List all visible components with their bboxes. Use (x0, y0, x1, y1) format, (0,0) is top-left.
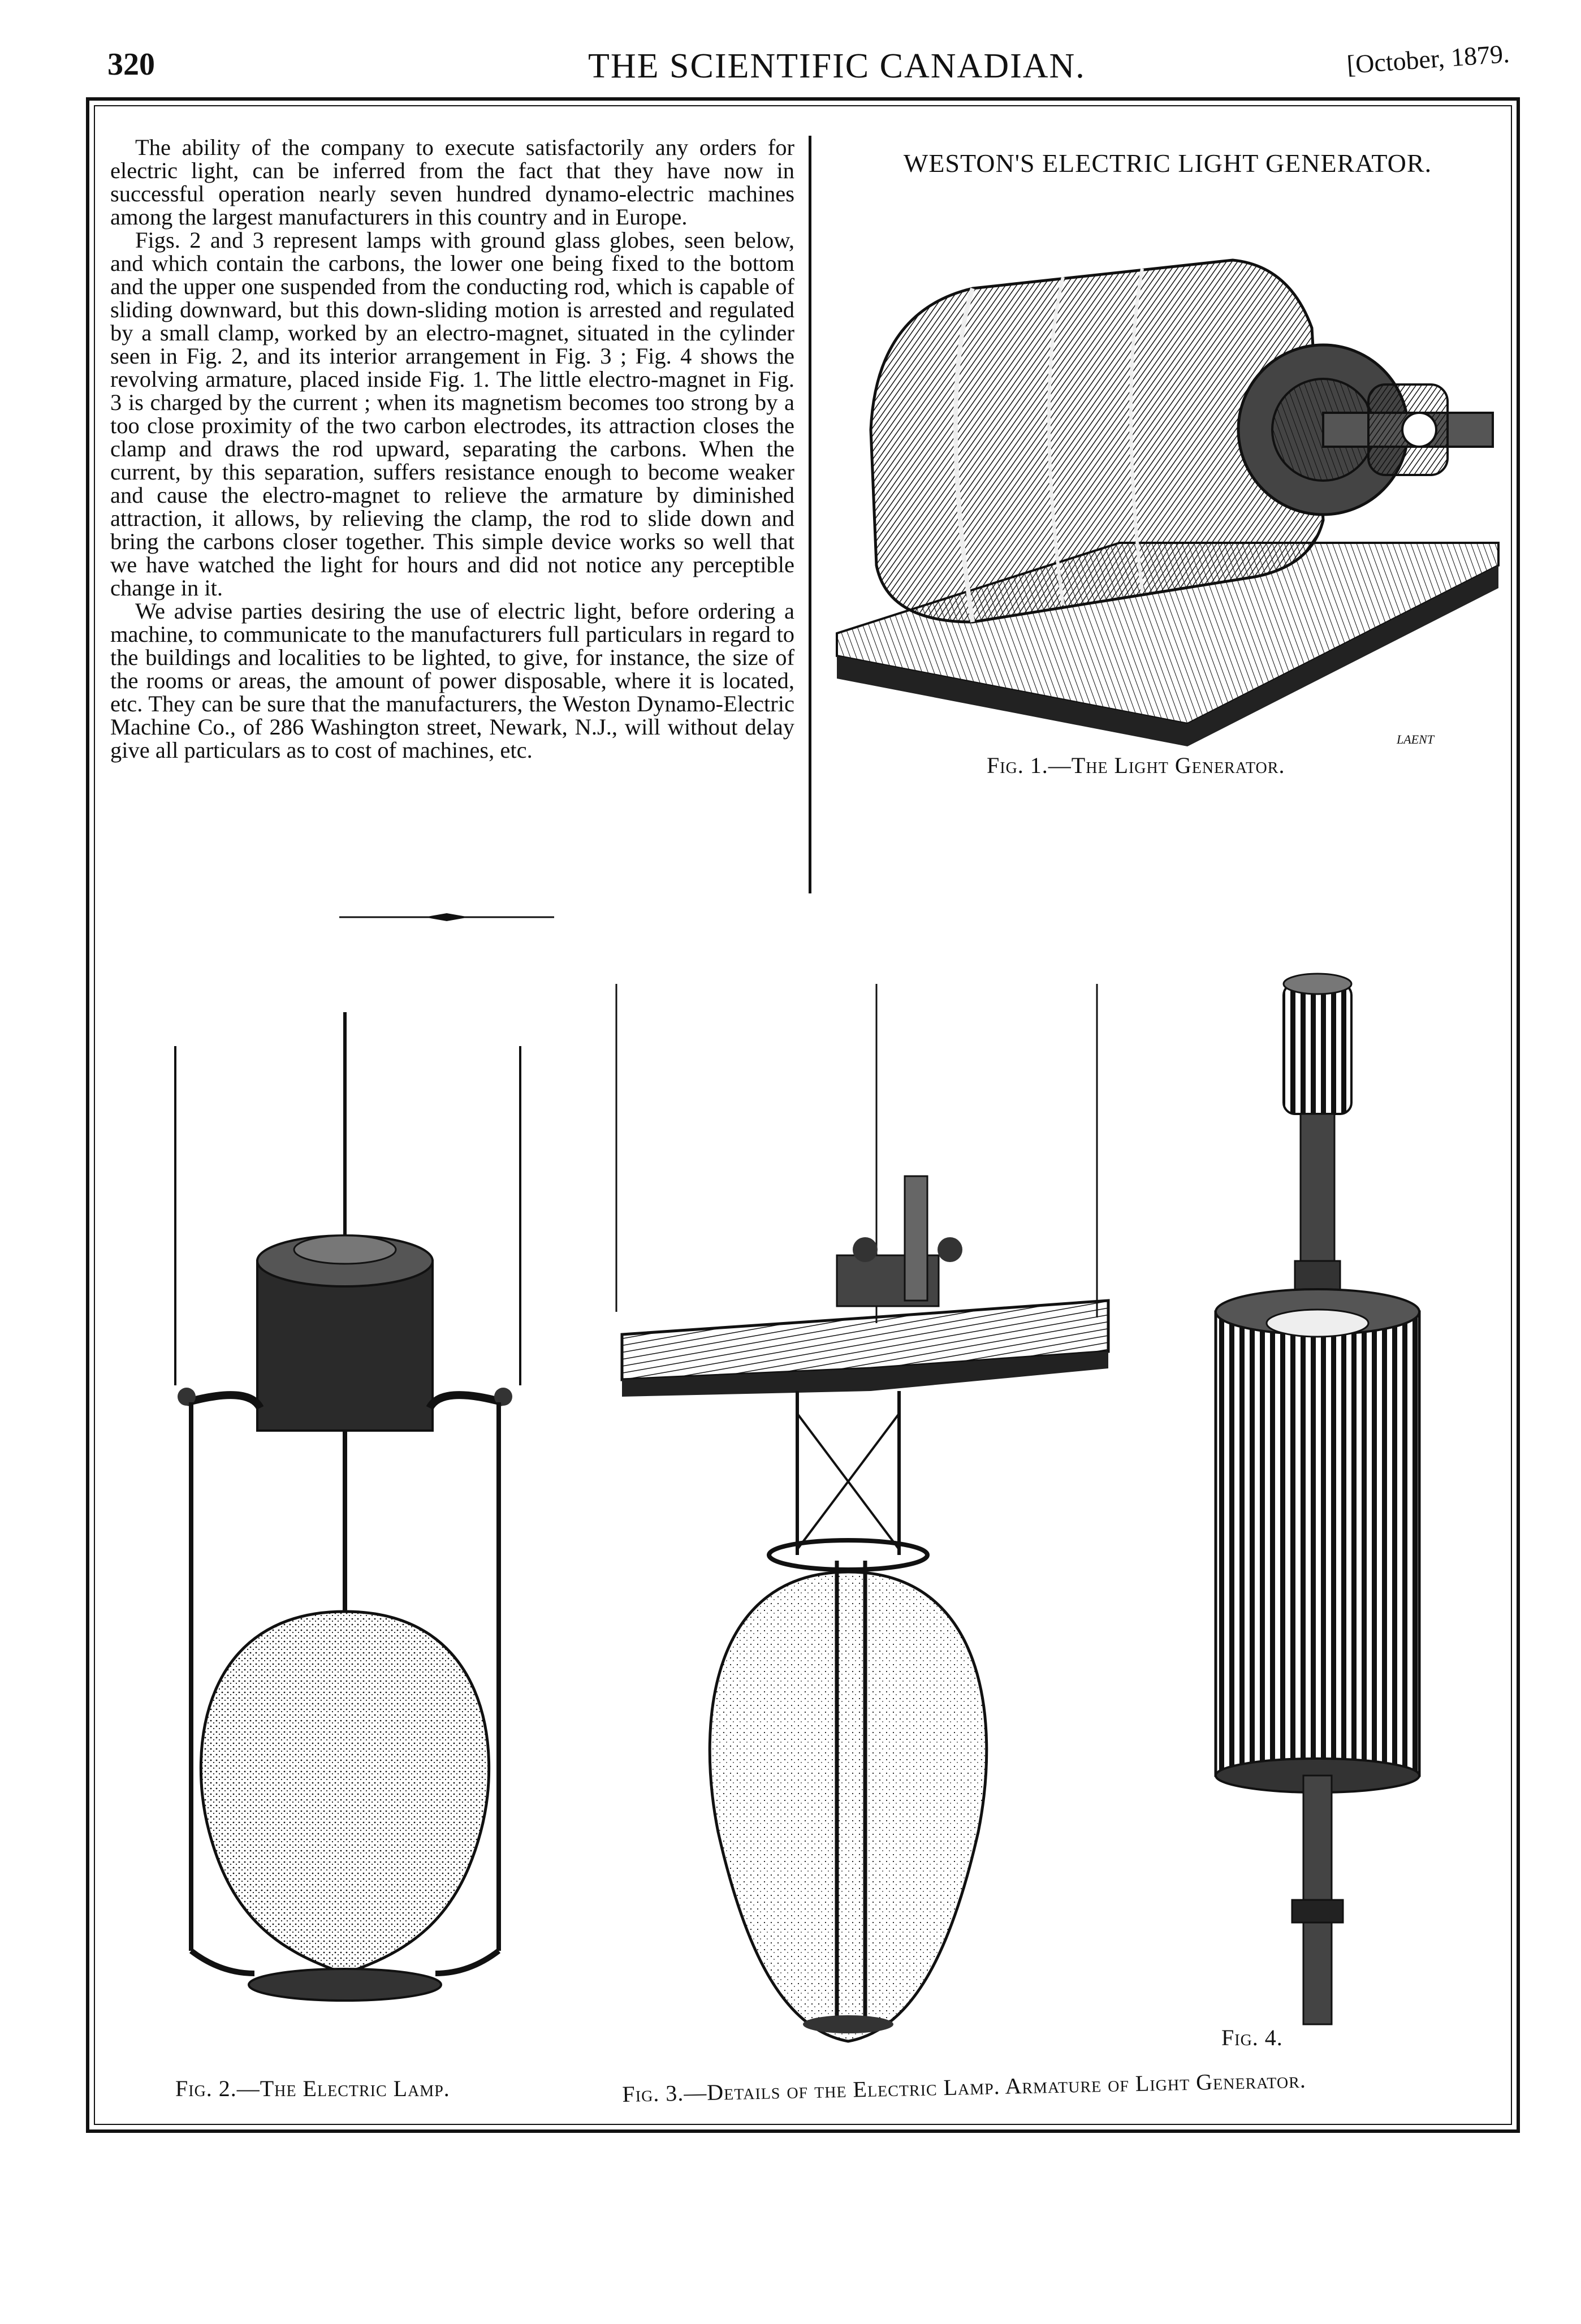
article-paragraph: The ability of the company to execute satisfactorily any orders for electric light, can be inferred from the fact that they have now in successful operation nearly seven hundred dynamo-electric machines among the largest manufacturers in this country and in Europe. (110, 135, 794, 230)
fig3-caption: Fig. 3.—Details of the Electric Lamp. Armature of Light Generator. (622, 2067, 1307, 2107)
article-body (110, 136, 794, 762)
fig1-caption: Fig. 1.—The Light Generator. (987, 753, 1285, 778)
article-paragraph: Figs. 2 and 3 represent lamps with ground glass globes, seen below, and which contain the carbons, the lower one being fixed to the bottom and the upper one suspended from the conducting rod, which is capable of sliding downward, but this down-sliding motion is arrested and regulated by a small clamp, worked by an electro-magnet, situated in the cylinder seen in Fig. 2, and its interior arrangement in Fig. 3 ; Fig. 4 shows the revolving armature, placed inside Fig. 1. The little electro-magnet in Fig. 3 is charged by the current ; when its magnetism becomes too strong by a too close proximity of the two carbon electrodes, its attraction closes the clamp and draws the rod upward, separating the carbons. When the current, by this separation, suffers resistance enough to become weaker and cause the electro-magnet to relieve the armature by diminished attraction, it allows, by relieving the clamp, the rod to slide down and bring the carbons closer together. This simple device works so well that we have watched the light for hours and did not notice any perceptible change in it. (110, 227, 794, 601)
page-header (0, 0, 1581, 85)
lamp-details-illustration (599, 984, 1131, 2081)
armature-illustration (1199, 961, 1436, 2047)
column-rule (809, 136, 811, 893)
engraver-signature: LAENT (1397, 732, 1435, 746)
masthead: THE SCIENTIFIC CANADIAN. (588, 47, 1086, 85)
ornament-rule (339, 912, 554, 923)
article-paragraph: We advise parties desiring the use of electric light, before ordering a machine, to communicate to the manufacturers full particulars in regard to the buildings and localities to be lighted, to give, for instance, the size of the rooms or areas, the amount of power disposable, where it is located, etc. They can be sure that the manufacturers, the Weston Dynamo-Electric Machine Co., of 286 Washington street, Newark, N.J., will without delay give all particulars as to cost of machines, etc. (110, 598, 794, 763)
fig4-label: Fig. 4. (1221, 2025, 1283, 2050)
fig2-caption: Fig. 2.—The Electric Lamp. (175, 2076, 450, 2101)
page-number: 320 (107, 47, 155, 82)
figure-section-title: WESTON'S ELECTRIC LIGHT GENERATOR. (903, 149, 1432, 178)
issue-date: [October, 1879. (1346, 38, 1511, 79)
electric-lamp-illustration (136, 1012, 565, 2070)
light-generator-illustration (826, 226, 1504, 746)
